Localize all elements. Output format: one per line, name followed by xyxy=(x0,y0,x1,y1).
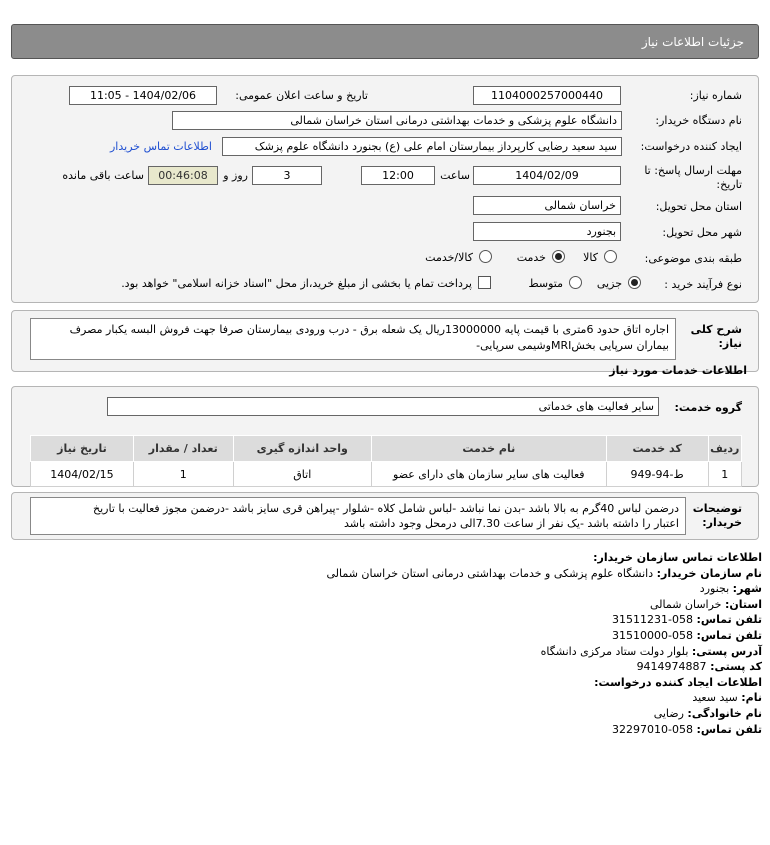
city-label: شهر محل تحویل: xyxy=(662,226,742,239)
buyer-notes-line-2: اعتبار را داشته باشد -یک نفر از ساعت 7.30الی درمحل وجود داشته باشد xyxy=(343,517,679,530)
contact-postal-value: 9414974887 xyxy=(636,660,707,674)
table-row[interactable] xyxy=(31,462,742,487)
contact-city-key: شهر: xyxy=(732,582,762,596)
process-label: نوع فرآیند خرید : xyxy=(664,278,742,291)
treasury-payment-note: پرداخت تمام یا بخشی از مبلغ خرید،از محل "اسناد خزانه اسلامی" خواهد بود. xyxy=(121,277,472,290)
cell-row-number: 1 xyxy=(708,462,741,487)
summary-line-2: بیماران سرپایی بخشMRIوشیمی سرپایی- xyxy=(476,339,669,352)
creator-tel-row xyxy=(62,722,762,738)
summary-label: شرح کلی xyxy=(690,323,742,336)
category-label: طبقه بندی موضوعی: xyxy=(644,252,742,265)
province-field[interactable]: خراسان شمالی xyxy=(473,196,621,215)
need-info-panel xyxy=(11,75,759,303)
deadline-label: مهلت ارسال پاسخ: تا xyxy=(644,164,742,177)
contact-city-row xyxy=(62,581,762,597)
creator-info-title: اطلاعات ایجاد کننده درخواست: xyxy=(594,675,762,689)
col-need-date: تاریخ نیاز xyxy=(31,436,134,462)
contact-info-block xyxy=(62,550,762,737)
creator-name-value: سید سعید xyxy=(692,691,738,705)
province-label: استان محل تحویل: xyxy=(655,200,742,213)
creator-name-key: نام: xyxy=(741,691,762,705)
city-field[interactable]: بجنورد xyxy=(473,222,621,241)
cell-need-date: 1404/02/15 xyxy=(31,462,134,487)
buyer-notes-textbox xyxy=(30,497,686,535)
need-number-label: شماره نیاز: xyxy=(689,89,742,102)
col-unit: واحد اندازه گیری xyxy=(233,436,371,462)
buyer-label: نام دستگاه خریدار: xyxy=(655,114,742,127)
cell-service-code: ط-94-949 xyxy=(606,462,708,487)
buyer-notes-label: توضیحات xyxy=(692,502,742,515)
col-service-code: کد خدمت xyxy=(606,436,708,462)
services-section-title: اطلاعات خدمات مورد نیاز xyxy=(609,364,747,377)
table-header-row xyxy=(31,436,742,462)
announce-label: تاریخ و ساعت اعلان عمومی: xyxy=(235,89,368,102)
contact-phone-key: تلفن تماس: xyxy=(696,628,762,642)
process-radio-medium[interactable] xyxy=(569,276,582,289)
contact-title: اطلاعات تماس سازمان خریدار: xyxy=(593,551,762,564)
contact-postal-key: کد پستی: xyxy=(710,660,762,674)
summary-line-1: اجاره اتاق حدود 6متری با قیمت پایه 13000000ریال یک شعله برق - درب ورودی بیمارستان صرفا جهت فروش البسه یکبار مصرف xyxy=(69,323,669,336)
days-label: روز و xyxy=(223,169,248,182)
col-row-number: ردیف xyxy=(708,436,741,462)
contact-fax-value: 058-31511231 xyxy=(612,613,694,627)
process-option-medium: متوسط xyxy=(528,277,563,290)
contact-province-key: استان: xyxy=(725,597,762,611)
cell-quantity: 1 xyxy=(133,462,233,487)
category-radio-goods-service[interactable] xyxy=(479,250,492,263)
contact-postal-row xyxy=(62,659,762,675)
contact-province-row xyxy=(62,597,762,613)
creator-tel-value: 058-32297010 xyxy=(612,722,694,736)
creator-tel-key: تلفن تماس: xyxy=(696,722,762,736)
service-group-label: گروه خدمت: xyxy=(674,401,742,414)
buyer-field[interactable]: دانشگاه علوم پزشکی و خدمات بهداشتی درمانی استان خراسان شمالی xyxy=(172,111,622,130)
contact-org-row xyxy=(62,566,762,582)
page-header xyxy=(11,24,759,59)
buyer-notes-line-1: درضمن لباس 40گرم به بالا باشد -بدن نما نباشد -لباس شامل کلاه -شلوار -پیراهن قری سایز باشد -درضمن مجوز فعالیت با تاریخ xyxy=(93,502,679,515)
contact-org-value: دانشگاه علوم پزشکی و خدمات بهداشتی درمانی استان خراسان شمالی xyxy=(326,566,654,580)
contact-address-value: بلوار دولت ستاد مرکزی دانشگاه xyxy=(540,644,689,658)
remaining-label: ساعت باقی مانده xyxy=(62,169,144,182)
process-option-minor: جزیی xyxy=(596,277,622,290)
contact-org-key: نام سازمان خریدار: xyxy=(656,566,762,580)
buyer-contact-link[interactable]: اطلاعات تماس خریدار xyxy=(110,140,212,153)
contact-fax-key: تلفن تماس: xyxy=(696,613,762,627)
contact-phone-row xyxy=(62,628,762,644)
deadline-time-field[interactable]: 12:00 xyxy=(361,166,435,185)
contact-address-key: آدرس پستی: xyxy=(691,644,762,658)
buyer-notes-label-buyer: خریدار: xyxy=(702,516,742,529)
contact-city-value: بجنورد xyxy=(699,582,730,596)
col-service-name: نام خدمت xyxy=(371,436,606,462)
category-radio-service[interactable] xyxy=(552,250,565,263)
page-title: جزئیات اطلاعات نیاز xyxy=(641,35,744,49)
col-quantity: تعداد / مقدار xyxy=(133,436,233,462)
category-option-service: خدمت xyxy=(516,251,546,264)
process-radio-minor[interactable] xyxy=(628,276,641,289)
summary-label-need: نیاز: xyxy=(718,337,742,350)
deadline-date-field[interactable]: 1404/02/09 xyxy=(473,166,621,185)
creator-family-key: نام خانوادگی: xyxy=(687,706,762,720)
cell-unit: اتاق xyxy=(233,462,371,487)
creator-field[interactable]: سید سعید رضایی کارپرداز بیمارستان امام علی (ع) بجنورد دانشگاه علوم پزشک xyxy=(222,137,622,156)
treasury-payment-checkbox[interactable] xyxy=(478,276,491,289)
creator-name-row xyxy=(62,690,762,706)
contact-address-row xyxy=(62,644,762,660)
deadline-time-label: ساعت xyxy=(440,169,470,182)
category-radio-goods[interactable] xyxy=(604,250,617,263)
summary-textbox xyxy=(30,318,676,360)
cell-service-name: فعالیت های سایر سازمان های دارای عضو xyxy=(371,462,606,487)
need-number-field[interactable]: 1104000257000440 xyxy=(473,86,621,105)
remaining-time-field: 00:46:08 xyxy=(148,166,218,185)
contact-phone-value: 058-31510000 xyxy=(612,628,694,642)
deadline-label-date: تاریخ: xyxy=(716,178,742,191)
category-option-goods-service: کالا/خدمت xyxy=(425,251,473,264)
creator-family-value: رضایی xyxy=(653,706,684,720)
announce-date-field[interactable]: 1404/02/06 - 11:05 xyxy=(69,86,217,105)
contact-province-value: خراسان شمالی xyxy=(649,597,722,611)
contact-fax-row xyxy=(62,612,762,628)
creator-label: ایجاد کننده درخواست: xyxy=(640,140,742,153)
creator-family-row xyxy=(62,706,762,722)
service-group-field[interactable]: سایر فعالیت های خدماتی xyxy=(107,397,659,416)
services-table xyxy=(30,435,742,487)
days-field[interactable]: 3 xyxy=(252,166,322,185)
category-option-goods: کالا xyxy=(583,251,598,264)
